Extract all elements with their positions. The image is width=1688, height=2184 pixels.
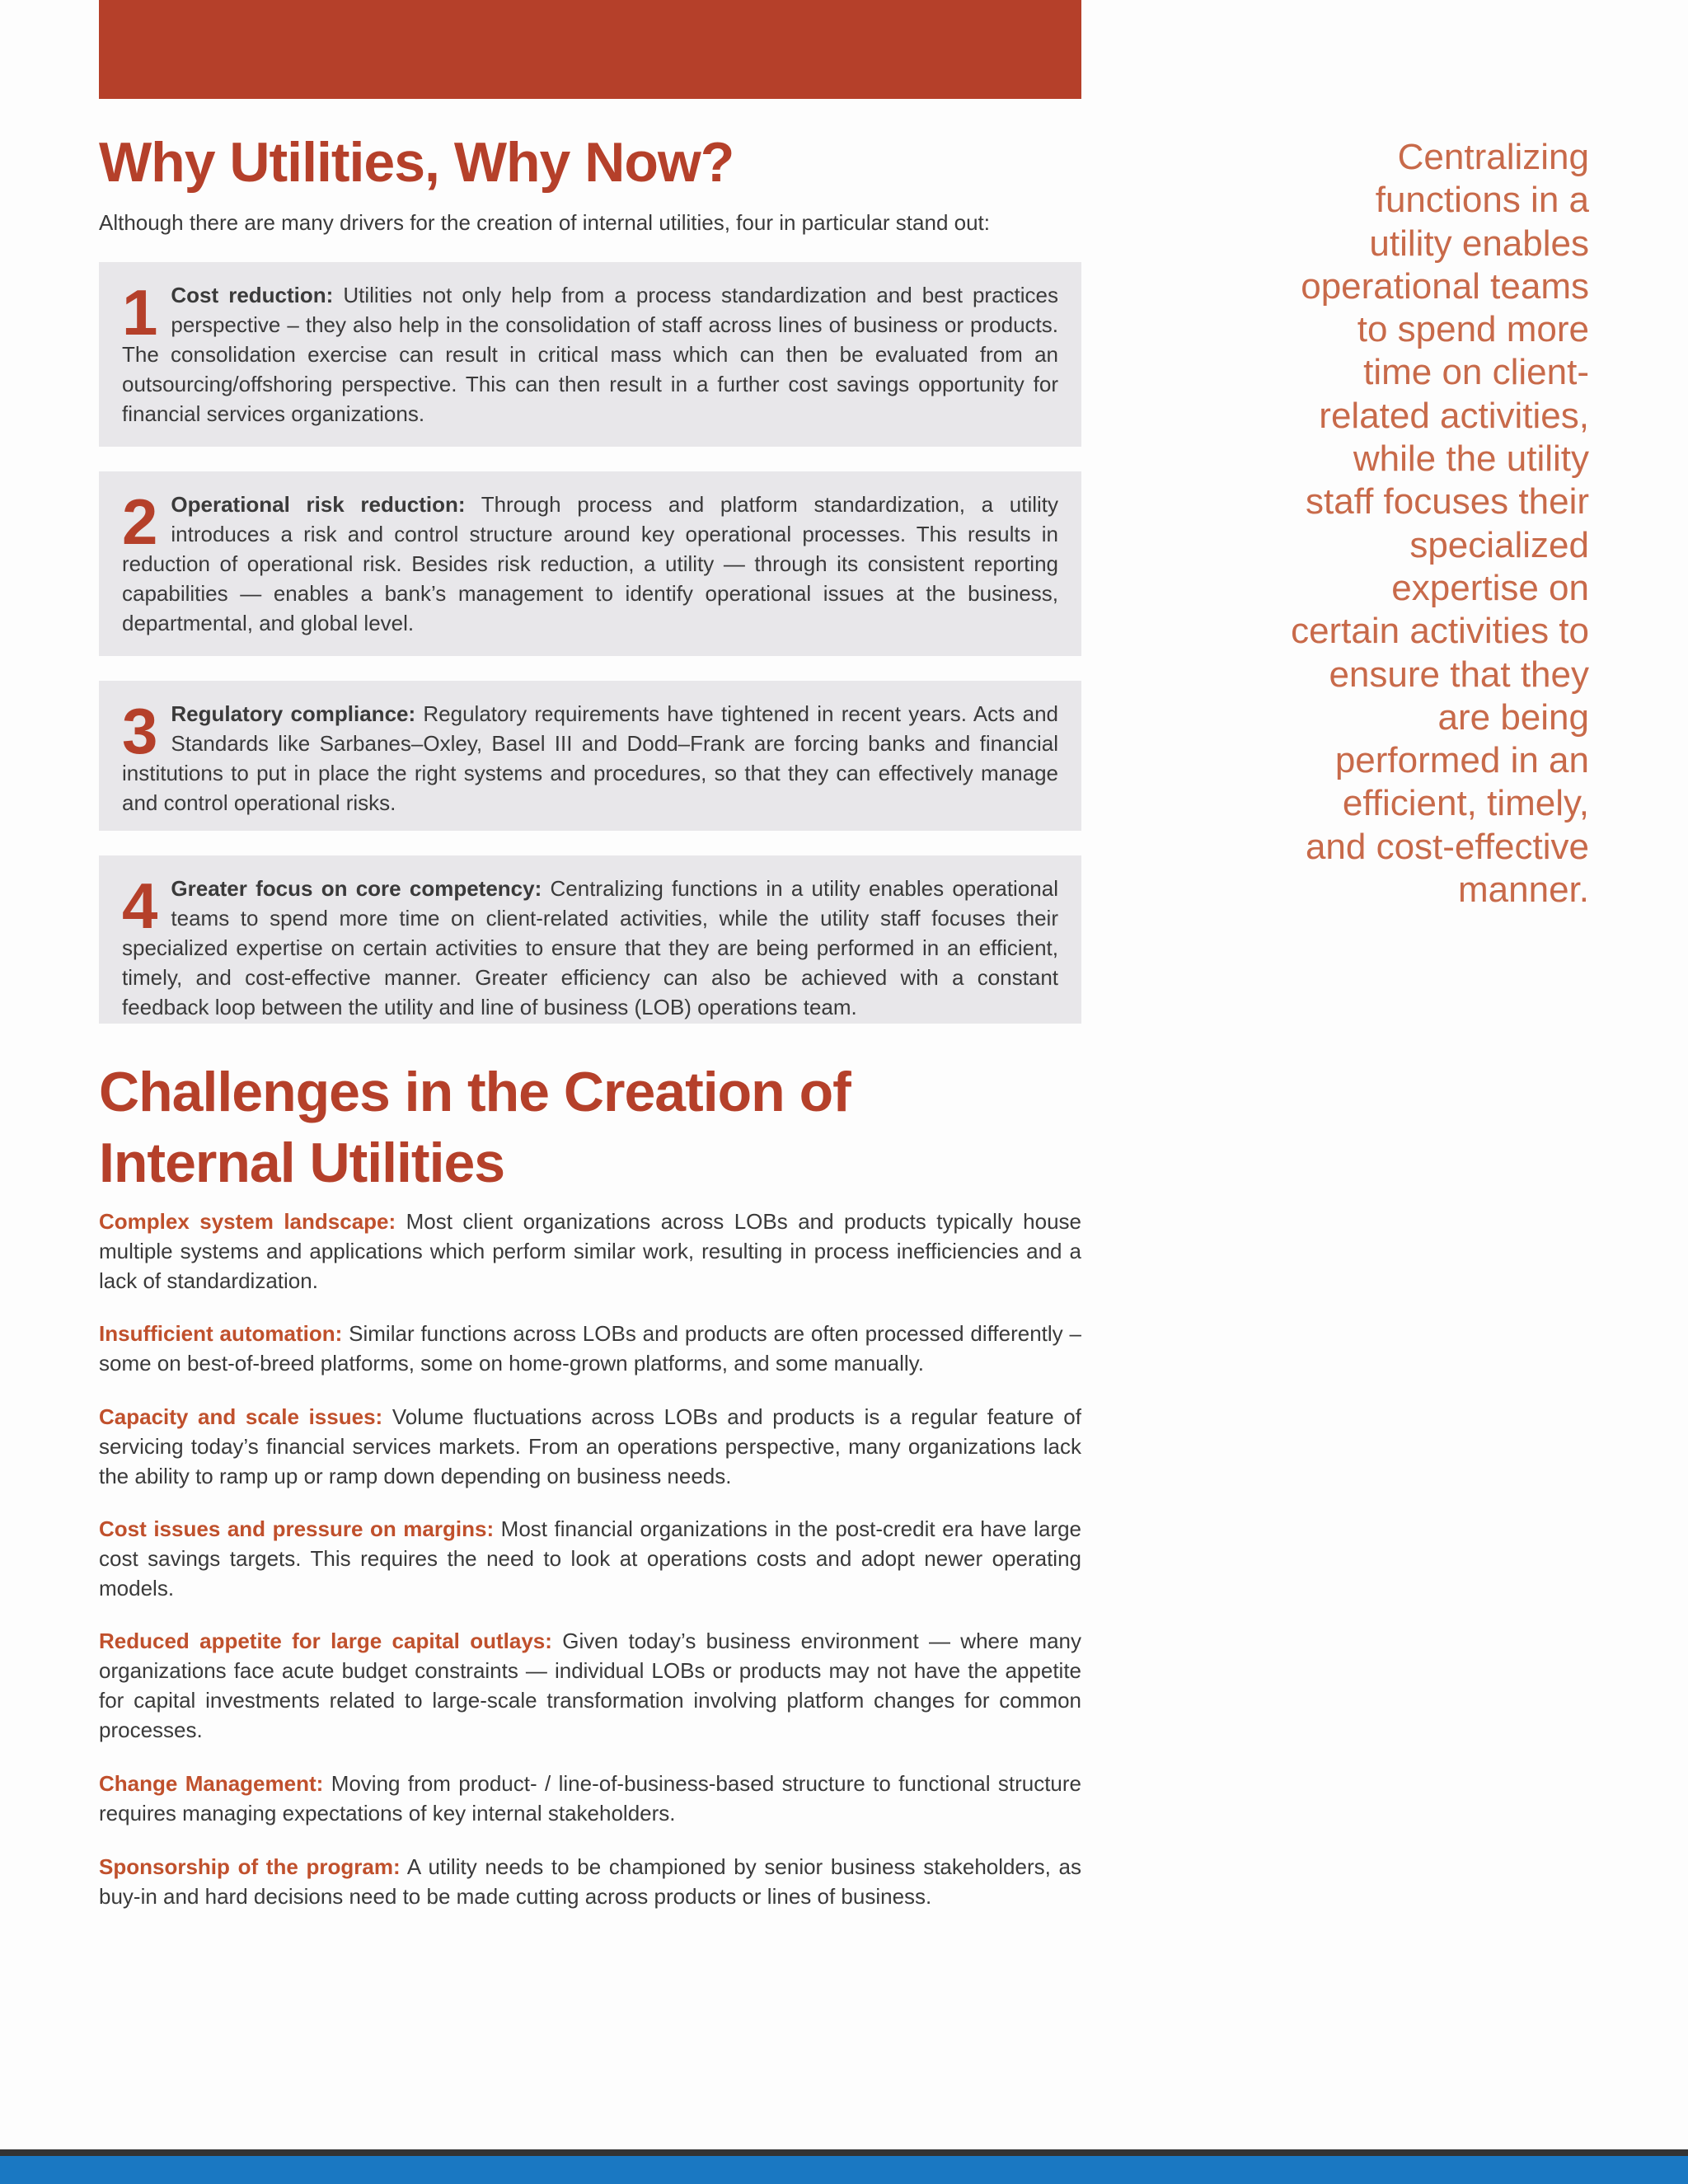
challenge-item [99, 1626, 1081, 1745]
driver-lead: Cost reduction: [171, 283, 334, 307]
challenge-lead: Reduced appetite for large capital outlays: [99, 1629, 552, 1653]
driver-text: Through process and platform standardization, a utility introduces a risk and control structure around key operational processes. This results in reduction of operational risk. Besides risk reduction, a utility — through its consistent reporting capabilities — enables a bank’s management to identify operational issues at the business, departmental, and global level. [122, 492, 1059, 635]
section-title-challenges [99, 1057, 1088, 1198]
driver-box-regulatory-compliance [99, 681, 1081, 831]
section-title-line: Challenges in the Creation of [99, 1061, 851, 1123]
challenge-item [99, 1852, 1081, 1911]
challenge-text: Most client organizations across LOBs and products typically house multiple systems and applications which perform similar work, resulting in process inefficiencies and a lack of standardization. [99, 1209, 1081, 1293]
driver-number: 3 [122, 695, 158, 767]
challenge-text: Most financial organizations in the post-credit era have large cost savings targets. This requires the need to look at operations costs and adopt newer operating models. [99, 1516, 1081, 1601]
pull-quote: Centralizing functions in a utility enables operational teams to spend more time on client-related activities, while the utility staff focuses their specialized expertise on certain activities to ensure that they are being performed in an efficient, timely, and cost-effective manner. [1291, 137, 1589, 911]
footer-color-band [0, 2156, 1688, 2184]
section-title-line: Internal Utilities [99, 1132, 505, 1194]
driver-number: 2 [122, 485, 158, 558]
challenge-lead: Cost issues and pressure on margins: [99, 1516, 495, 1541]
challenge-lead: Sponsorship of the program: [99, 1854, 401, 1879]
driver-box-operational-risk [99, 471, 1081, 656]
driver-number: 1 [122, 276, 158, 349]
challenge-item [99, 1207, 1081, 1296]
driver-lead: Greater focus on core competency: [171, 876, 542, 901]
challenge-text: Volume fluctuations across LOBs and products is a regular feature of servicing today’s financial services markets. From an operations perspective, many organizations lack the ability to ramp up or ramp down depending on business needs. [99, 1404, 1081, 1488]
driver-text: Utilities not only help from a process standardization and best practices perspective – they also help in the consolidation of staff across lines of business or products. The consolidation exercise can result in critical mass which can then be evaluated from an outsourcing/offshoring perspective. This can then result in a further cost savings opportunity for financial services organizations. [122, 283, 1058, 426]
driver-text: Regulatory requirements have tightened in recent years. Acts and Standards like Sarbanes–Oxley, Basel III and Dodd–Frank are forcing banks and financial institutions to put in place the right systems and procedures, so that they can effectively manage and control operational risks. [122, 701, 1059, 815]
header-color-band [99, 0, 1081, 99]
challenge-lead: Capacity and scale issues: [99, 1404, 383, 1429]
section-intro: Although there are many drivers for the creation of internal utilities, four in particular stand out: [99, 210, 991, 235]
driver-box-cost-reduction [99, 262, 1081, 447]
challenge-item [99, 1514, 1081, 1603]
challenge-lead: Change Management: [99, 1771, 324, 1796]
challenge-lead: Insufficient automation: [99, 1321, 343, 1346]
driver-text: Centralizing functions in a utility enables operational teams to spend more time on client-related activities, while the utility staff focuses their specialized expertise on certain activities to ensure that they are being performed in an efficient, timely, and cost-effective manner. Greater efficiency can also be achieved with a constant feedback loop between the utility and line of business (LOB) operations team. [122, 876, 1058, 1019]
challenge-item [99, 1769, 1081, 1828]
challenge-text: Moving from product- / line-of-business-based structure to functional structure requires managing expectations of key internal stakeholders. [99, 1771, 1081, 1825]
driver-lead: Operational risk reduction: [171, 492, 466, 517]
challenge-text: Given today’s business environment — where many organizations face acute budget constraints — individual LOBs or products may not have the appetite for capital investments related to large-scale transformation involving platform changes for common processes. [99, 1629, 1081, 1742]
challenge-item [99, 1319, 1081, 1378]
challenge-text: Similar functions across LOBs and products are often processed differently – some on best-of-breed platforms, some on home-grown platforms, and some manually. [99, 1321, 1081, 1376]
challenge-text: A utility needs to be championed by senior business stakeholders, as buy-in and hard decisions need to be made cutting across products or lines of business. [99, 1854, 1081, 1909]
driver-box-core-competency [99, 855, 1081, 1024]
section-title-why-utilities: Why Utilities, Why Now? [99, 131, 734, 194]
driver-number: 4 [122, 869, 158, 942]
challenge-item [99, 1402, 1081, 1491]
footer-rule [0, 2149, 1688, 2156]
challenge-lead: Complex system landscape: [99, 1209, 396, 1234]
driver-lead: Regulatory compliance: [171, 701, 416, 726]
